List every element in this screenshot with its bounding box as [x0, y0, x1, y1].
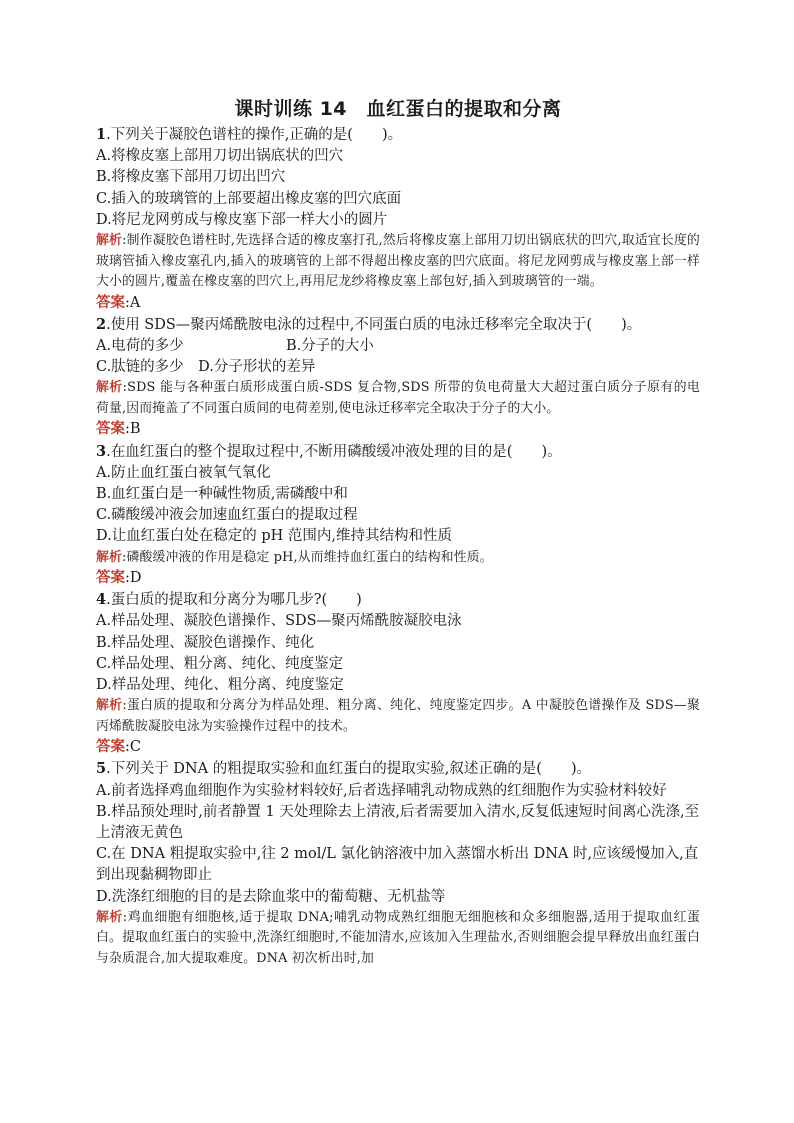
- answer-label: 答案: [96, 739, 125, 756]
- option-b: B.样品处理、凝胶色谱操作、纯化: [96, 634, 315, 651]
- question-number: 4: [96, 591, 107, 609]
- question-number: 5: [96, 760, 107, 778]
- explanation-label: 解析: [96, 549, 122, 565]
- option-c-d: C.肽链的多少 D.分子形状的差异: [96, 359, 316, 376]
- option-c: C.插入的玻璃管的上部要超出橡皮塞的凹穴底面: [96, 190, 402, 207]
- question-stem: 5.下列关于 DNA 的粗提取实验和血红蛋白的提取实验,叙述正确的是( )。: [96, 760, 592, 778]
- option-a: A.电荷的多少: [96, 337, 184, 354]
- option-c: C.样品处理、粗分离、纯化、纯度鉴定: [96, 655, 344, 672]
- option-d: D.将尼龙网剪成与橡皮塞下部一样大小的圆片: [96, 211, 388, 228]
- option-b: B.将橡皮塞下部用刀切出凹穴: [96, 169, 286, 186]
- question-4: [96, 589, 700, 758]
- question-1: [96, 124, 700, 314]
- question-5: [96, 758, 700, 969]
- option-row: [96, 336, 700, 357]
- question-number: 1: [96, 126, 107, 143]
- explanation-label: 解析: [96, 233, 123, 249]
- option-d: D.洗涤红细胞的目的是去除血浆中的葡萄糖、无机盐等: [96, 888, 446, 905]
- option-d: D.样品处理、纯化、粗分离、纯度鉴定: [96, 677, 344, 694]
- page-title: 课时训练 14 血红蛋白的提取和分离: [234, 98, 562, 120]
- answer: 答案:B: [96, 421, 141, 438]
- option-a: A.将橡皮塞上部用刀切出锅底状的凹穴: [96, 148, 344, 165]
- option-a: A.样品处理、凝胶色谱操作、SDS—聚丙烯酰胺凝胶电泳: [96, 613, 462, 630]
- option-d: D.让血红蛋白处在稳定的 pH 范围内,维持其结构和性质: [96, 528, 452, 545]
- explanation-label: 解析: [96, 909, 123, 925]
- explanation: 解析:磷酸缓冲液的作用是稳定 pH,从而维持血红蛋白的结构和性质。: [96, 549, 493, 565]
- explanation: 解析:制作凝胶色谱柱时,先选择合适的橡皮塞打孔,然后将橡皮塞上部用刀切出锅底状的凹穴,取适宜长度的玻璃管插入橡皮塞孔内,插入的玻璃管的上部不得超出橡皮塞的凹穴底面。将尼龙网剪成与橡皮塞上部一样大小的圆片,覆盖在橡皮塞的凹穴上,再用尼龙纱将橡皮塞上部包好,插入到玻璃管的一端。: [96, 233, 700, 290]
- option-b: B.样品预处理时,前者静置 1 天处理除去上清液,后者需要加入清水,反复低速短时间离心洗涤,至上清液无黄色: [96, 803, 700, 842]
- question-stem: 1.下列关于凝胶色谱柱的操作,正确的是( )。: [96, 126, 403, 143]
- question-stem: 4.蛋白质的提取和分离分为哪几步?( ): [96, 591, 362, 609]
- explanation-label: 解析: [96, 698, 123, 714]
- explanation-label: 解析: [96, 380, 123, 396]
- explanation: 解析:蛋白质的提取和分离分为样品处理、粗分离、纯化、纯度鉴定四步。A 中凝胶色谱操作及 SDS—聚丙烯酰胺凝胶电泳为实验操作过程中的技术。: [96, 698, 700, 734]
- answer-label: 答案: [96, 570, 125, 587]
- explanation: 解析:SDS 能与各种蛋白质形成蛋白质-SDS 复合物,SDS 所带的负电荷量大大超过蛋白质分子原有的电荷量,因而掩盖了不同蛋白质间的电荷差别,使电泳迁移率完全取决于分子的大小。: [96, 380, 700, 416]
- question-3: [96, 441, 700, 590]
- question-number: 3: [96, 442, 107, 460]
- answer: 答案:D: [96, 570, 142, 587]
- document-page: [96, 96, 700, 969]
- option-c: C.磷酸缓冲液会加速血红蛋白的提取过程: [96, 507, 358, 524]
- answer: 答案:A: [96, 294, 141, 311]
- answer-label: 答案: [96, 421, 125, 438]
- option-b: B.血红蛋白是一种碱性物质,需磷酸中和: [96, 485, 348, 502]
- explanation: 解析:鸡血细胞有细胞核,适于提取 DNA;哺乳动物成熟红细胞无细胞核和众多细胞器,适用于提取血红蛋白。提取血红蛋白的实验中,洗涤红细胞时,不能加清水,应该加入生理盐水,否则细胞会提早释放出血红蛋白与杂质混合,加大提取难度。DNA 初次析出时,加: [96, 909, 700, 966]
- question-number: 2: [96, 315, 107, 333]
- option-b: B.分子的大小: [286, 337, 374, 354]
- question-stem: 2.使用 SDS—聚丙烯酰胺电泳的过程中,不同蛋白质的电泳迁移率完全取决于( )。: [96, 315, 642, 333]
- option-a: A.前者选择鸡血细胞作为实验材料较好,后者选择哺乳动物成熟的红细胞作为实验材料较好: [96, 782, 667, 799]
- option-a: A.防止血红蛋白被氧气氧化: [96, 464, 271, 481]
- answer-label: 答案: [96, 294, 125, 311]
- question-stem: 3.在血红蛋白的整个提取过程中,不断用磷酸缓冲液处理的目的是( )。: [96, 442, 562, 460]
- answer: 答案:C: [96, 739, 141, 756]
- question-2: [96, 314, 700, 441]
- option-c: C.在 DNA 粗提取实验中,往 2 mol/L 氯化钠溶液中加入蒸馏水析出 DNA 时,应该缓慢加入,直到出现黏稠物即止: [96, 846, 699, 884]
